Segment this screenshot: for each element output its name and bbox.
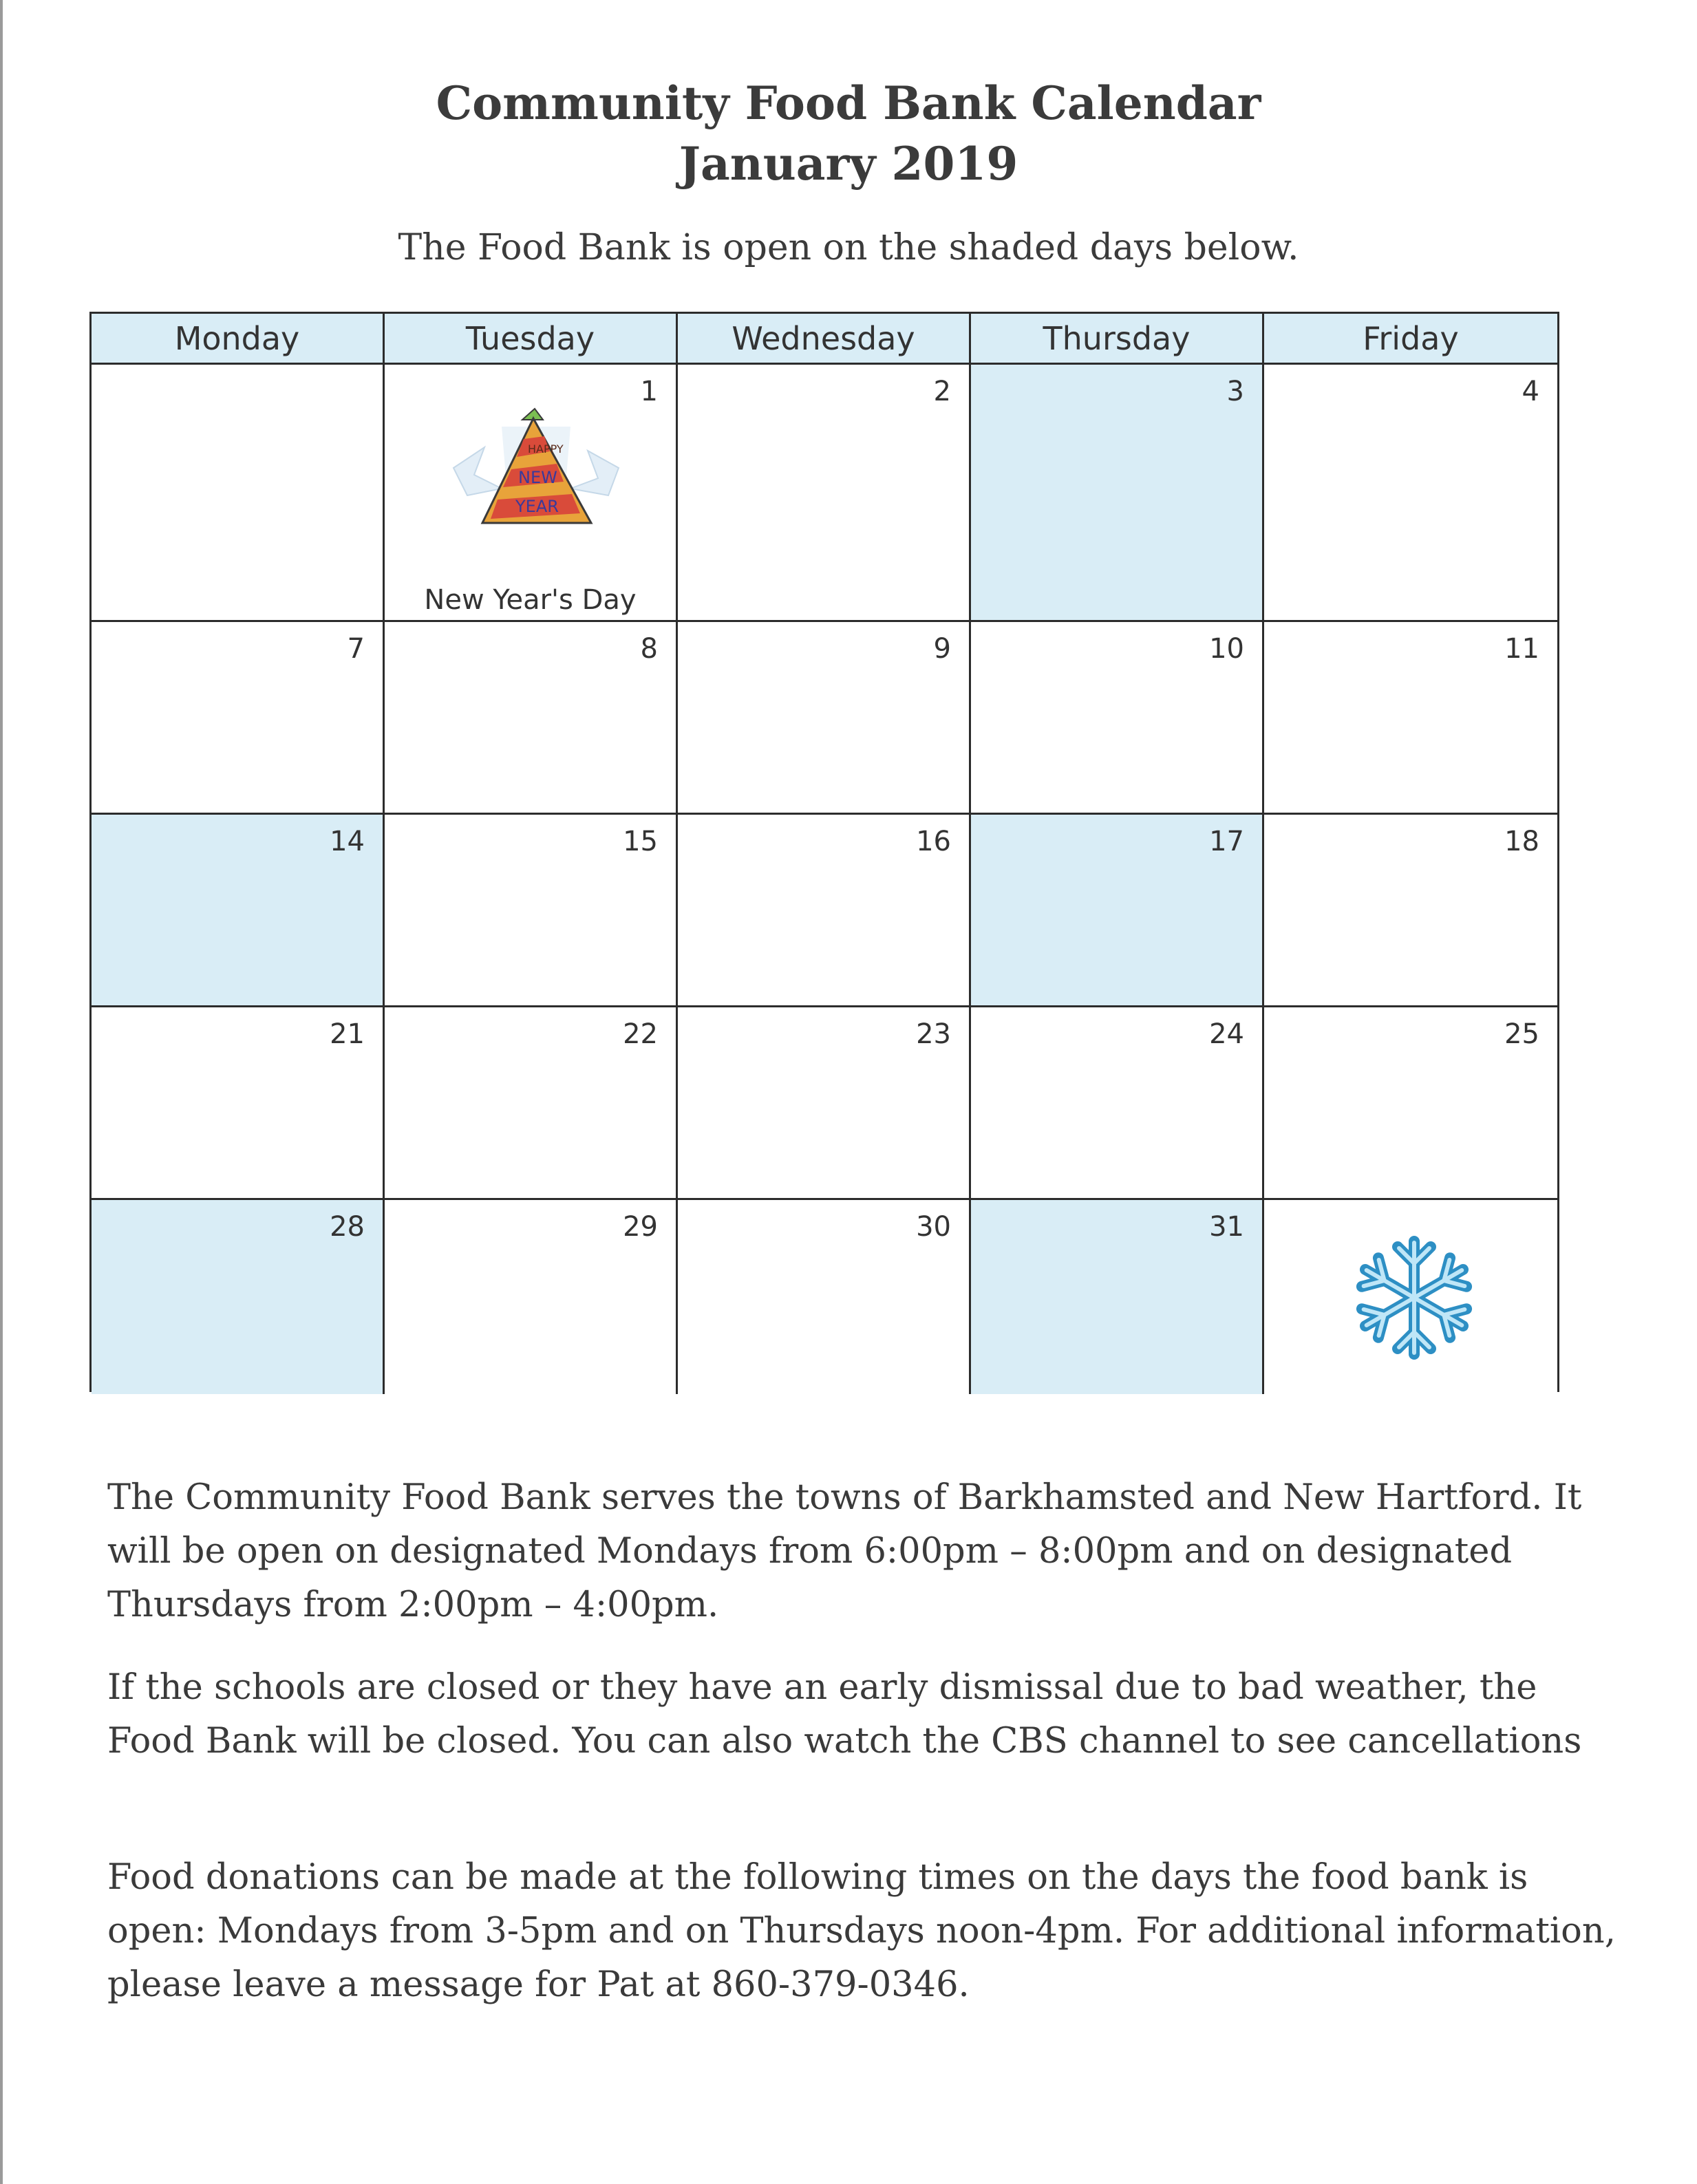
holiday-label: New Year's Day (424, 584, 637, 616)
party-hat-icon (447, 406, 626, 544)
day-cell (385, 815, 678, 1007)
weekday-header-monday: Monday (92, 314, 385, 365)
info-paragraph-weather: If the schools are closed or they have an early dismissal due to bad weather, the Food Bank will be closed. You can also watch the CBS channel to see cancellations (107, 1667, 1582, 1762)
day-number: 8 (640, 633, 658, 665)
day-cell (678, 1200, 971, 1394)
day-cell (971, 815, 1264, 1007)
info-paragraph-donations: Food donations can be made at the following times on the days the food bank is open: Mondays from 3-5pm and on Thursdays noon-4pm. For additional information, please leave a message for Pat at 860-379-0346. (107, 1857, 1616, 2005)
day-cell (1264, 365, 1557, 622)
hat-text: YEAR (515, 497, 559, 516)
day-number: 16 (916, 826, 951, 857)
day-cell (385, 622, 678, 815)
day-cell (92, 622, 385, 815)
day-cell (971, 365, 1264, 622)
day-cell (678, 365, 971, 622)
day-number: 28 (330, 1211, 365, 1243)
day-number: 10 (1209, 633, 1244, 665)
day-number: 18 (1504, 826, 1539, 857)
day-cell (385, 365, 678, 622)
day-cell (678, 815, 971, 1007)
day-cell (92, 815, 385, 1007)
day-cell (971, 1200, 1264, 1394)
day-number: 24 (1209, 1018, 1244, 1050)
day-cell (971, 1007, 1264, 1200)
day-number: 4 (1522, 376, 1539, 407)
day-number: 15 (623, 826, 658, 857)
day-number: 21 (330, 1018, 365, 1050)
day-number: 17 (1209, 826, 1244, 857)
day-cell (678, 622, 971, 815)
day-number: 23 (916, 1018, 951, 1050)
day-cell (385, 1007, 678, 1200)
page-month: January 2019 (679, 137, 1018, 191)
day-number: 22 (623, 1018, 658, 1050)
day-cell (92, 1007, 385, 1200)
day-cell (678, 1007, 971, 1200)
day-number: 25 (1504, 1018, 1539, 1050)
page-title: Community Food Bank Calendar (436, 76, 1261, 130)
day-cell (92, 1200, 385, 1394)
weekday-header-tuesday: Tuesday (385, 314, 678, 365)
snowflake-icon (1345, 1229, 1483, 1367)
day-number: 31 (1209, 1211, 1244, 1243)
day-cell (1264, 815, 1557, 1007)
calendar-legend: The Food Bank is open on the shaded days below. (398, 227, 1299, 268)
day-cell (971, 622, 1264, 815)
day-cell (1264, 622, 1557, 815)
day-number: 14 (330, 826, 365, 857)
day-cell (92, 365, 385, 622)
weekday-header-wednesday: Wednesday (678, 314, 971, 365)
day-number: 11 (1504, 633, 1539, 665)
page-edge (0, 0, 3, 2184)
day-number: 3 (1226, 376, 1244, 407)
day-number: 29 (623, 1211, 658, 1243)
day-number: 7 (347, 633, 365, 665)
day-number: 2 (933, 376, 951, 407)
hat-text: NEW (518, 468, 557, 487)
day-cell (1264, 1200, 1557, 1394)
weekday-header-thursday: Thursday (971, 314, 1264, 365)
day-number: 9 (933, 633, 951, 665)
info-paragraph-hours: The Community Food Bank serves the towns of Barkhamsted and New Hartford. It will be open on designated Mondays from 6:00pm – 8:00pm and on designated Thursdays from 2:00pm – 4:00pm. (107, 1477, 1582, 1625)
day-number: 1 (640, 376, 658, 407)
hat-text: HAPPY (528, 442, 564, 456)
day-number: 30 (916, 1211, 951, 1243)
day-cell (1264, 1007, 1557, 1200)
weekday-header-friday: Friday (1264, 314, 1557, 365)
day-cell (385, 1200, 678, 1394)
calendar-grid (89, 312, 1559, 1392)
